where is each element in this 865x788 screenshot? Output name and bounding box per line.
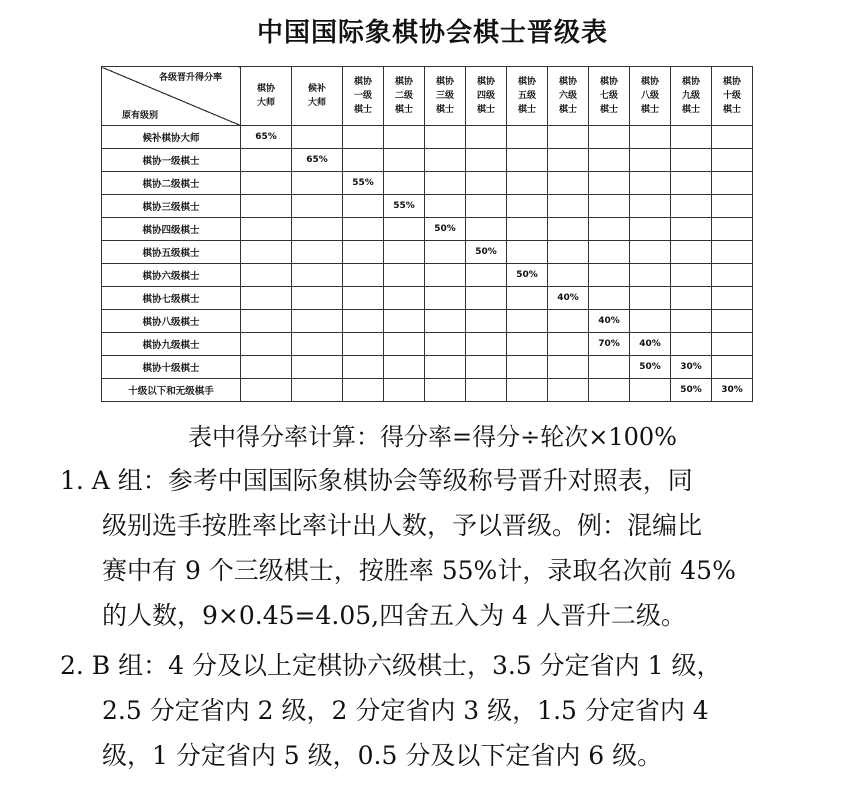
paragraph-line: 的人数，9×0.45=4.05,四舍五入为 4 人晋升二级。 xyxy=(102,601,686,630)
table-cell xyxy=(548,356,589,379)
table-cell: 30% xyxy=(712,379,753,402)
table-cell xyxy=(292,172,343,195)
table-cell xyxy=(425,333,466,356)
table-cell xyxy=(292,264,343,287)
table-cell xyxy=(241,333,292,356)
table-cell xyxy=(466,195,507,218)
table-cell xyxy=(292,310,343,333)
table-cell xyxy=(466,379,507,402)
table-cell xyxy=(671,172,712,195)
table-cell xyxy=(671,126,712,149)
table-cell xyxy=(343,333,384,356)
table-cell xyxy=(466,172,507,195)
table-cell xyxy=(343,126,384,149)
table-cell: 70% xyxy=(589,333,630,356)
column-header xyxy=(425,67,466,126)
table-cell xyxy=(712,356,753,379)
table-cell xyxy=(241,218,292,241)
table-cell xyxy=(630,379,671,402)
table-cell: 40% xyxy=(589,310,630,333)
table-cell xyxy=(630,195,671,218)
paragraph-line: 赛中有 9 个三级棋士，按胜率 55%计，录取名次前 45% xyxy=(102,556,736,585)
column-header xyxy=(241,67,292,126)
column-header-label: 棋协 六级 棋士 xyxy=(558,77,577,115)
table-cell xyxy=(466,356,507,379)
row-label: 棋协三级棋士 xyxy=(102,195,241,218)
table-cell xyxy=(384,379,425,402)
table-cell xyxy=(343,264,384,287)
table-row xyxy=(102,195,753,218)
table-cell xyxy=(384,333,425,356)
table-cell xyxy=(671,218,712,241)
table-cell xyxy=(292,218,343,241)
table-cell xyxy=(466,333,507,356)
table-cell xyxy=(507,172,548,195)
table-cell xyxy=(425,126,466,149)
table-cell xyxy=(712,310,753,333)
table-cell xyxy=(241,356,292,379)
table-row xyxy=(102,126,753,149)
table-cell xyxy=(292,333,343,356)
table-cell xyxy=(589,172,630,195)
row-label: 棋协四级棋士 xyxy=(102,218,241,241)
table-row xyxy=(102,379,753,402)
table-cell xyxy=(241,149,292,172)
table-cell: 50% xyxy=(466,241,507,264)
table-cell xyxy=(343,287,384,310)
table-cell xyxy=(712,264,753,287)
table-row xyxy=(102,218,753,241)
table-cell xyxy=(384,241,425,264)
table-cell xyxy=(671,149,712,172)
table-row xyxy=(102,310,753,333)
table-cell xyxy=(292,287,343,310)
table-cell xyxy=(671,287,712,310)
table-row xyxy=(102,149,753,172)
promotion-table xyxy=(101,66,753,402)
column-header-label: 棋协 十级 棋士 xyxy=(722,77,741,115)
row-label: 棋协二级棋士 xyxy=(102,172,241,195)
table-cell: 55% xyxy=(384,195,425,218)
table-cell xyxy=(548,310,589,333)
table-header-row xyxy=(102,67,753,126)
corner-top-label: 各级晋升得分率 xyxy=(158,73,222,83)
table-cell xyxy=(292,241,343,264)
table-cell xyxy=(712,195,753,218)
row-label: 棋协六级棋士 xyxy=(102,264,241,287)
table-cell xyxy=(292,195,343,218)
column-header xyxy=(466,67,507,126)
table-row xyxy=(102,264,753,287)
table-row xyxy=(102,287,753,310)
table-cell xyxy=(343,195,384,218)
table-cell xyxy=(630,149,671,172)
column-header xyxy=(712,67,753,126)
table-cell xyxy=(425,379,466,402)
table-cell xyxy=(384,218,425,241)
table-cell xyxy=(548,241,589,264)
table-cell xyxy=(466,149,507,172)
table-cell: 65% xyxy=(241,126,292,149)
table-cell xyxy=(241,264,292,287)
table-cell xyxy=(712,149,753,172)
table-cell xyxy=(548,379,589,402)
column-header-label: 棋协 一级 棋士 xyxy=(353,77,372,115)
table-cell xyxy=(507,126,548,149)
table-cell xyxy=(425,241,466,264)
row-label: 棋协十级棋士 xyxy=(102,356,241,379)
table-cell xyxy=(384,356,425,379)
column-header xyxy=(671,67,712,126)
column-header xyxy=(292,67,343,126)
table-cell xyxy=(630,126,671,149)
table-row xyxy=(102,333,753,356)
table-cell xyxy=(712,333,753,356)
table-cell: 50% xyxy=(425,218,466,241)
table-cell xyxy=(507,195,548,218)
column-header-label: 棋协 八级 棋士 xyxy=(640,77,659,115)
table-cell xyxy=(630,241,671,264)
table-cell xyxy=(241,172,292,195)
document-title: 中国国际象棋协会棋士晋级表 xyxy=(256,18,608,48)
table-cell xyxy=(630,287,671,310)
table-cell xyxy=(548,172,589,195)
table-cell xyxy=(384,172,425,195)
table-cell xyxy=(425,264,466,287)
table-cell xyxy=(507,379,548,402)
row-label: 棋协七级棋士 xyxy=(102,287,241,310)
table-cell xyxy=(384,310,425,333)
table-cell xyxy=(671,195,712,218)
table-cell: 30% xyxy=(671,356,712,379)
table-cell xyxy=(507,310,548,333)
table-cell xyxy=(630,172,671,195)
table-cell xyxy=(384,264,425,287)
table-cell xyxy=(292,379,343,402)
column-header-label: 棋协 二级 棋士 xyxy=(394,77,413,115)
table-cell xyxy=(425,310,466,333)
paragraph-group-b xyxy=(60,643,820,778)
table-cell xyxy=(589,218,630,241)
table-cell xyxy=(589,379,630,402)
table-cell xyxy=(589,126,630,149)
table-cell: 50% xyxy=(671,379,712,402)
table-cell: 50% xyxy=(507,264,548,287)
table-cell xyxy=(292,356,343,379)
table-cell xyxy=(589,264,630,287)
paragraph-line: 级，1 分定省内 5 级，0.5 分及以下定省内 6 级。 xyxy=(102,741,663,770)
row-label: 十级以下和无级棋手 xyxy=(102,379,241,402)
table-cell xyxy=(241,379,292,402)
table-row xyxy=(102,241,753,264)
table-cell xyxy=(466,126,507,149)
table-cell xyxy=(589,149,630,172)
table-cell xyxy=(712,172,753,195)
table-cell xyxy=(712,126,753,149)
table-cell xyxy=(425,356,466,379)
table-cell xyxy=(343,149,384,172)
table-cell xyxy=(507,356,548,379)
row-label: 棋协五级棋士 xyxy=(102,241,241,264)
column-header xyxy=(384,67,425,126)
table-cell xyxy=(630,218,671,241)
table-cell xyxy=(589,356,630,379)
table-cell xyxy=(507,287,548,310)
table-cell xyxy=(589,287,630,310)
table-cell xyxy=(425,287,466,310)
table-cell xyxy=(507,218,548,241)
table-cell: 40% xyxy=(630,333,671,356)
column-header-label: 棋协 五级 棋士 xyxy=(517,77,536,115)
table-cell xyxy=(466,287,507,310)
table-cell xyxy=(241,310,292,333)
table-cell xyxy=(548,264,589,287)
table-cell xyxy=(466,218,507,241)
table-cell xyxy=(589,195,630,218)
table-cell xyxy=(241,195,292,218)
column-header-label: 棋协 九级 棋士 xyxy=(681,77,700,115)
table-cell xyxy=(630,310,671,333)
table-cell: 40% xyxy=(548,287,589,310)
paragraph-line: 2. B 组：4 分及以上定棋协六级棋士，3.5 分定省内 1 级， xyxy=(60,651,722,680)
table-cell xyxy=(548,195,589,218)
formula-text: 表中得分率计算：得分率=得分÷轮次×100% xyxy=(188,423,677,451)
table-cell xyxy=(384,287,425,310)
table-cell xyxy=(241,241,292,264)
table-cell xyxy=(630,264,671,287)
table-cell xyxy=(712,241,753,264)
column-header-label: 棋协 七级 棋士 xyxy=(599,77,618,115)
table-cell xyxy=(548,149,589,172)
table-cell xyxy=(425,195,466,218)
table-cell xyxy=(466,310,507,333)
paragraph-line: 1. A 组：参考中国国际象棋协会等级称号晋升对照表，同 xyxy=(60,466,693,495)
table-cell xyxy=(507,333,548,356)
column-header-label: 棋协 四级 棋士 xyxy=(476,77,495,115)
column-header-label: 候补 大师 xyxy=(307,84,326,108)
table-cell xyxy=(343,356,384,379)
table-cell xyxy=(241,287,292,310)
table-body xyxy=(102,126,753,402)
column-header-label: 棋协 大师 xyxy=(256,84,275,108)
table-cell xyxy=(548,333,589,356)
corner-bottom-label: 原有级别 xyxy=(122,111,159,121)
table-cell xyxy=(292,126,343,149)
table-row xyxy=(102,172,753,195)
column-header xyxy=(630,67,671,126)
table-cell xyxy=(425,149,466,172)
column-header xyxy=(343,67,384,126)
table-cell xyxy=(343,310,384,333)
table-cell xyxy=(671,264,712,287)
table-cell xyxy=(671,241,712,264)
table-cell: 65% xyxy=(292,149,343,172)
table-cell xyxy=(466,264,507,287)
table-cell xyxy=(384,126,425,149)
table-cell xyxy=(548,218,589,241)
row-label: 候补棋协大师 xyxy=(102,126,241,149)
paragraph-line: 2.5 分定省内 2 级，2 分定省内 3 级，1.5 分定省内 4 xyxy=(102,696,709,725)
paragraph-group-a xyxy=(60,458,820,638)
paragraph-line: 级别选手按胜率比率计出人数，予以晋级。例：混编比 xyxy=(102,511,703,540)
table-cell xyxy=(507,241,548,264)
row-label: 棋协八级棋士 xyxy=(102,310,241,333)
column-header xyxy=(507,67,548,126)
table-cell xyxy=(671,333,712,356)
column-header xyxy=(589,67,630,126)
table-cell xyxy=(671,310,712,333)
table-row xyxy=(102,356,753,379)
table-cell: 55% xyxy=(343,172,384,195)
table-cell xyxy=(343,241,384,264)
table-cell xyxy=(548,126,589,149)
column-header xyxy=(548,67,589,126)
table-cell xyxy=(425,172,466,195)
table-cell xyxy=(343,218,384,241)
table-cell: 50% xyxy=(630,356,671,379)
table-cell xyxy=(343,379,384,402)
table-cell xyxy=(507,149,548,172)
table-cell xyxy=(384,149,425,172)
row-label: 棋协一级棋士 xyxy=(102,149,241,172)
table-cell xyxy=(712,218,753,241)
column-header-label: 棋协 三级 棋士 xyxy=(435,77,454,115)
row-label: 棋协九级棋士 xyxy=(102,333,241,356)
table-cell xyxy=(712,287,753,310)
table-corner-header xyxy=(102,67,241,126)
table-cell xyxy=(589,241,630,264)
